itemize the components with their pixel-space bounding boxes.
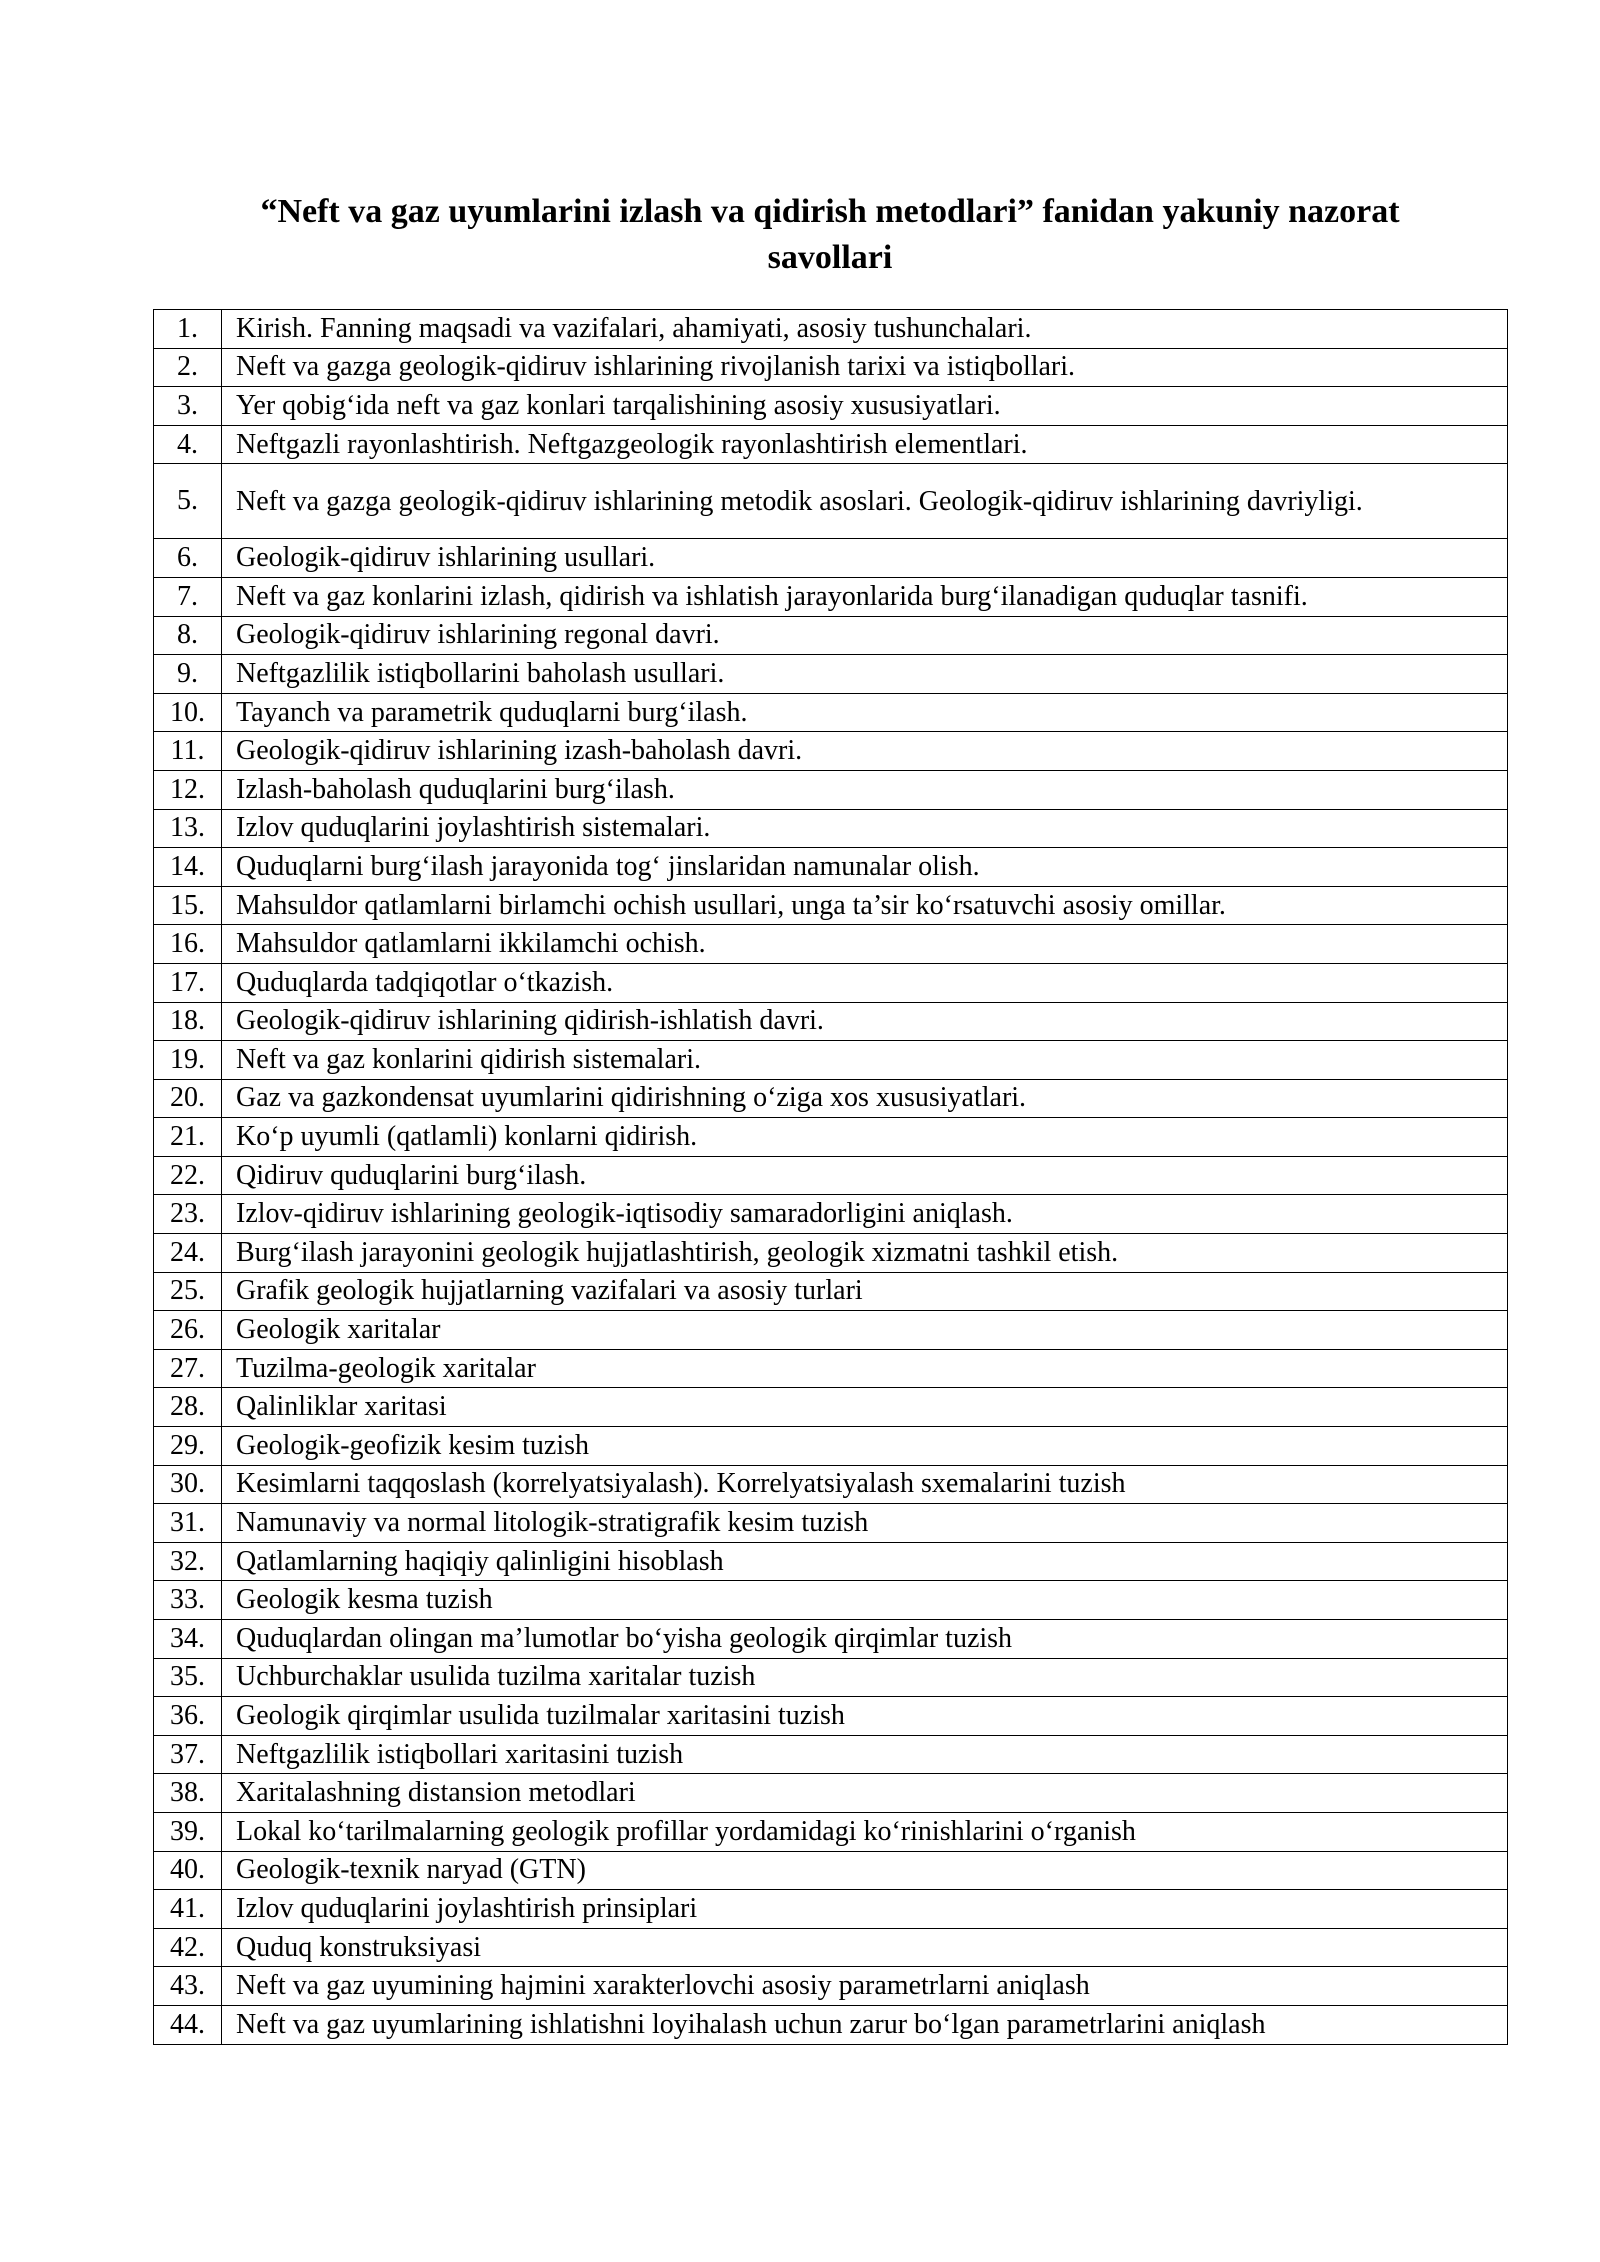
table-row [154, 1928, 1508, 1967]
question-number: 32. [154, 1542, 222, 1581]
table-row [154, 1234, 1508, 1273]
table-row [154, 1735, 1508, 1774]
table-row [154, 1002, 1508, 1041]
table-row [154, 1697, 1508, 1736]
table-row [154, 1851, 1508, 1890]
table-row [154, 693, 1508, 732]
table-row [154, 925, 1508, 964]
table-row [154, 387, 1508, 426]
question-number: 2. [154, 348, 222, 387]
table-row [154, 464, 1508, 539]
table-row [154, 1388, 1508, 1427]
question-text: Quduqlardan olingan ma’lumotlar bo‘yisha geologik qirqimlar tuzish [222, 1620, 1508, 1659]
table-row [154, 425, 1508, 464]
question-number: 40. [154, 1851, 222, 1890]
question-number: 28. [154, 1388, 222, 1427]
question-text: Kesimlarni taqqoslash (korrelyatsiyalash). Korrelyatsiyalash sxemalarini tuzish [222, 1465, 1508, 1504]
questions-table [153, 309, 1508, 2045]
table-row [154, 616, 1508, 655]
table-row [154, 1156, 1508, 1195]
question-text: Gaz va gazkondensat uyumlarini qidirishning o‘ziga xos xususiyatlari. [222, 1079, 1508, 1118]
table-row [154, 1272, 1508, 1311]
question-text: Geologik qirqimlar usulida tuzilmalar xaritasini tuzish [222, 1697, 1508, 1736]
question-text: Quduq konstruksiyasi [222, 1928, 1508, 1967]
table-row [154, 1465, 1508, 1504]
table-row [154, 1195, 1508, 1234]
table-row [154, 848, 1508, 887]
question-number: 5. [154, 464, 222, 539]
question-number: 44. [154, 2005, 222, 2044]
question-text: Neftgazlilik istiqbollarini baholash usullari. [222, 655, 1508, 694]
question-text: Grafik geologik hujjatlarning vazifalari va asosiy turlari [222, 1272, 1508, 1311]
table-row [154, 655, 1508, 694]
question-number: 25. [154, 1272, 222, 1311]
question-text: Qalinliklar xaritasi [222, 1388, 1508, 1427]
question-number: 29. [154, 1427, 222, 1466]
table-row [154, 1620, 1508, 1659]
question-text: Geologik-qidiruv ishlarining qidirish-ishlatish davri. [222, 1002, 1508, 1041]
question-text: Neftgazli rayonlashtirish. Neftgazgeologik rayonlashtirish elementlari. [222, 425, 1508, 464]
question-number: 27. [154, 1349, 222, 1388]
question-text: Ko‘p uyumli (qatlamli) konlarni qidirish. [222, 1118, 1508, 1157]
question-number: 24. [154, 1234, 222, 1273]
question-text: Qatlamlarning haqiqiy qalinligini hisoblash [222, 1542, 1508, 1581]
table-row [154, 2005, 1508, 2044]
title-line-1: “Neft va gaz uyumlarini izlash va qidirish metodlari” fanidan yakuniy nazorat [260, 193, 1400, 230]
question-text: Neft va gaz uyumining hajmini xarakterlovchi asosiy parametrlarni aniqlash [222, 1967, 1508, 2006]
question-text: Neft va gazga geologik-qidiruv ishlarining rivojlanish tarixi va istiqbollari. [222, 348, 1508, 387]
question-number: 23. [154, 1195, 222, 1234]
question-number: 30. [154, 1465, 222, 1504]
table-row [154, 886, 1508, 925]
question-text: Tuzilma-geologik xaritalar [222, 1349, 1508, 1388]
question-number: 39. [154, 1812, 222, 1851]
table-row [154, 1349, 1508, 1388]
question-text: Xaritalashning distansion metodlari [222, 1774, 1508, 1813]
question-text: Neftgazlilik istiqbollari xaritasini tuzish [222, 1735, 1508, 1774]
question-number: 9. [154, 655, 222, 694]
table-row [154, 1427, 1508, 1466]
table-row [154, 1890, 1508, 1929]
question-text: Neft va gaz konlarini qidirish sistemalari. [222, 1041, 1508, 1080]
question-text: Kirish. Fanning maqsadi va vazifalari, ahamiyati, asosiy tushunchalari. [222, 310, 1508, 349]
question-number: 19. [154, 1041, 222, 1080]
table-row [154, 577, 1508, 616]
question-text: Geologik-texnik naryad (GTN) [222, 1851, 1508, 1890]
question-text: Mahsuldor qatlamlarni birlamchi ochish usullari, unga ta’sir ko‘rsatuvchi asosiy omillar. [222, 886, 1508, 925]
question-number: 20. [154, 1079, 222, 1118]
question-text: Geologik xaritalar [222, 1311, 1508, 1350]
table-row [154, 809, 1508, 848]
question-text: Izlash-baholash quduqlarini burg‘ilash. [222, 770, 1508, 809]
question-number: 17. [154, 963, 222, 1002]
question-number: 1. [154, 310, 222, 349]
table-row [154, 963, 1508, 1002]
question-text: Geologik-qidiruv ishlarining usullari. [222, 539, 1508, 578]
table-row [154, 1774, 1508, 1813]
question-number: 3. [154, 387, 222, 426]
question-number: 36. [154, 1697, 222, 1736]
question-text: Geologik-qidiruv ishlarining regonal davri. [222, 616, 1508, 655]
question-number: 38. [154, 1774, 222, 1813]
question-number: 14. [154, 848, 222, 887]
question-number: 11. [154, 732, 222, 771]
question-number: 15. [154, 886, 222, 925]
question-number: 13. [154, 809, 222, 848]
table-row [154, 1311, 1508, 1350]
table-row [154, 539, 1508, 578]
question-text: Neft va gaz uyumlarining ishlatishni loyihalash uchun zarur bo‘lgan parametrlarini aniqlash [222, 2005, 1508, 2044]
table-row [154, 348, 1508, 387]
question-number: 18. [154, 1002, 222, 1041]
question-number: 41. [154, 1890, 222, 1929]
question-text: Qidiruv quduqlarini burg‘ilash. [222, 1156, 1508, 1195]
question-text: Geologik-geofizik kesim tuzish [222, 1427, 1508, 1466]
question-number: 4. [154, 425, 222, 464]
table-row [154, 1041, 1508, 1080]
table-row [154, 1967, 1508, 2006]
question-number: 34. [154, 1620, 222, 1659]
page-title [150, 189, 1510, 281]
question-number: 10. [154, 693, 222, 732]
question-number: 12. [154, 770, 222, 809]
question-text: Quduqlarni burg‘ilash jarayonida tog‘ jinslaridan namunalar olish. [222, 848, 1508, 887]
question-number: 31. [154, 1504, 222, 1543]
question-text: Neft va gazga geologik-qidiruv ishlarining metodik asoslari. Geologik-qidiruv ishlarining davriyligi. [222, 464, 1508, 539]
question-number: 43. [154, 1967, 222, 2006]
table-row [154, 1118, 1508, 1157]
table-row [154, 1079, 1508, 1118]
question-number: 6. [154, 539, 222, 578]
question-number: 37. [154, 1735, 222, 1774]
question-text: Yer qobig‘ida neft va gaz konlari tarqalishining asosiy xususiyatlari. [222, 387, 1508, 426]
table-row [154, 1581, 1508, 1620]
question-number: 22. [154, 1156, 222, 1195]
question-text: Burg‘ilash jarayonini geologik hujjatlashtirish, geologik xizmatni tashkil etish. [222, 1234, 1508, 1273]
question-text: Neft va gaz konlarini izlash, qidirish va ishlatish jarayonlarida burg‘ilanadigan quduqlar tasnifi. [222, 577, 1508, 616]
question-number: 26. [154, 1311, 222, 1350]
question-number: 21. [154, 1118, 222, 1157]
question-text: Geologik kesma tuzish [222, 1581, 1508, 1620]
table-row [154, 1658, 1508, 1697]
question-text: Izlov quduqlarini joylashtirish sistemalari. [222, 809, 1508, 848]
question-text: Tayanch va parametrik quduqlarni burg‘ilash. [222, 693, 1508, 732]
question-number: 7. [154, 577, 222, 616]
table-row [154, 1504, 1508, 1543]
question-text: Namunaviy va normal litologik-stratigrafik kesim tuzish [222, 1504, 1508, 1543]
questions-table-body [154, 310, 1508, 2045]
question-text: Izlov-qidiruv ishlarining geologik-iqtisodiy samaradorligini aniqlash. [222, 1195, 1508, 1234]
table-row [154, 310, 1508, 349]
question-text: Lokal ko‘tarilmalarning geologik profillar yordamidagi ko‘rinishlarini o‘rganish [222, 1812, 1508, 1851]
question-text: Geologik-qidiruv ishlarining izash-baholash davri. [222, 732, 1508, 771]
question-number: 8. [154, 616, 222, 655]
question-number: 33. [154, 1581, 222, 1620]
table-row [154, 1812, 1508, 1851]
question-number: 42. [154, 1928, 222, 1967]
question-text: Quduqlarda tadqiqotlar o‘tkazish. [222, 963, 1508, 1002]
table-row [154, 732, 1508, 771]
question-number: 35. [154, 1658, 222, 1697]
question-number: 16. [154, 925, 222, 964]
question-text: Uchburchaklar usulida tuzilma xaritalar tuzish [222, 1658, 1508, 1697]
table-row [154, 770, 1508, 809]
table-row [154, 1542, 1508, 1581]
question-text: Mahsuldor qatlamlarni ikkilamchi ochish. [222, 925, 1508, 964]
question-text: Izlov quduqlarini joylashtirish prinsiplari [222, 1890, 1508, 1929]
title-line-2: savollari [767, 239, 893, 276]
